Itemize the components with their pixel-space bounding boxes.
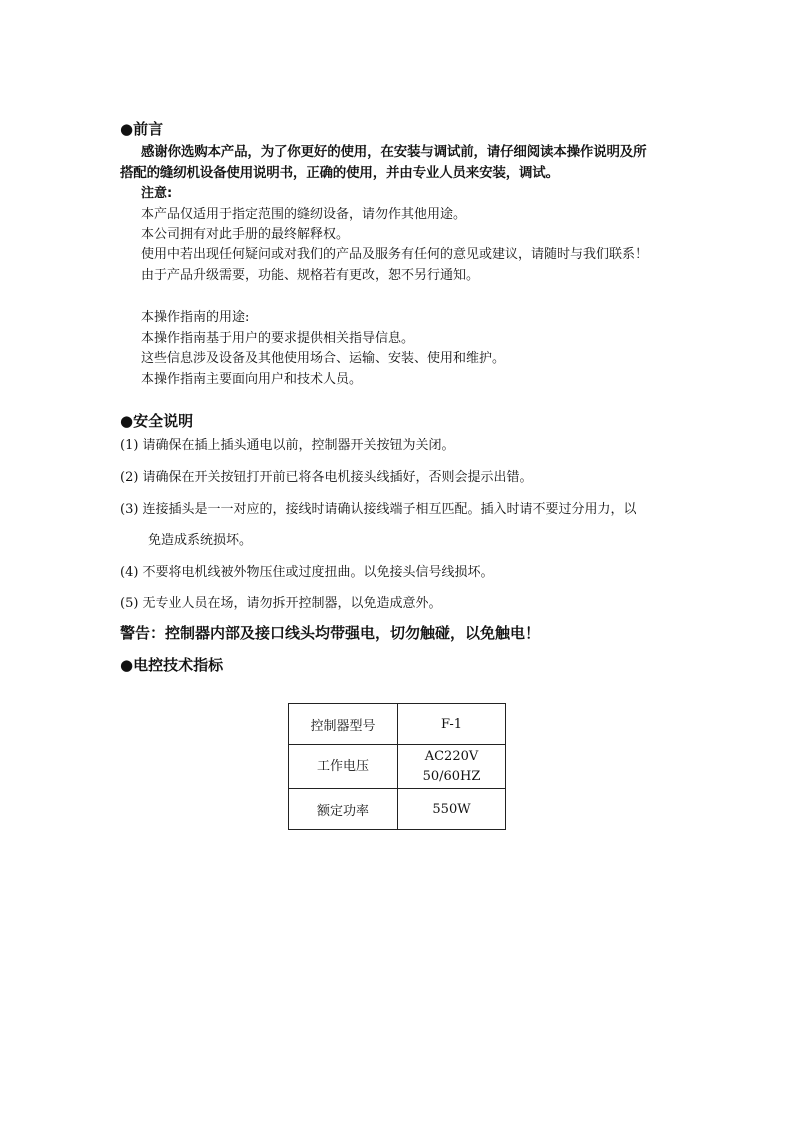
spec-value: 550W <box>398 789 506 830</box>
spec-label: 控制器型号 <box>289 704 398 745</box>
notice-item: 由于产品升级需要，功能、规格若有更改，恕不另行通知。 <box>141 268 480 283</box>
spec-label: 工作电压 <box>289 745 398 789</box>
spec-value: F-1 <box>398 704 506 745</box>
table-row <box>289 704 506 745</box>
spec-heading: ●电控技术指标 <box>120 656 224 674</box>
guide-line: 本操作指南基于用户的要求提供相关指导信息。 <box>141 331 415 346</box>
safety-item: (2) 请确保在开关按钮打开前已将各电机接头线插好，否则会提示出错。 <box>120 470 533 485</box>
safety-heading: ●安全说明 <box>120 412 194 430</box>
spec-value <box>398 745 506 789</box>
preface-heading: ●前言 <box>120 120 164 138</box>
table-row <box>289 745 506 789</box>
notice-item: 本公司拥有对此手册的最终解释权。 <box>141 227 350 242</box>
notice-label: 注意: <box>141 186 173 201</box>
preface-intro-line-2: 搭配的缝纫机设备使用说明书，正确的使用，并由专业人员来安装，调试。 <box>120 165 559 181</box>
safety-item-continued: 免造成系统损坏。 <box>148 533 253 548</box>
guide-line: 这些信息涉及设备及其他使用场合、运输、安装、使用和维护。 <box>141 351 506 366</box>
notice-item: 本产品仅适用于指定范围的缝纫设备，请勿作其他用途。 <box>141 207 467 222</box>
table-row <box>289 789 506 830</box>
preface-intro-line-1: 感谢你选购本产品，为了你更好的使用，在安装与调试前，请仔细阅读本操作说明及所 <box>141 144 647 160</box>
safety-item: (4) 不要将电机线被外物压住或过度扭曲。以免接头信号线损坏。 <box>120 565 494 580</box>
safety-item: (3) 连接插头是一一对应的，接线时请确认接线端子相互匹配。插入时请不要过分用力，以 <box>120 502 637 517</box>
safety-warning: 警告：控制器内部及接口线头均带强电，切勿触碰，以免触电！ <box>120 624 541 642</box>
spec-value-line: AC220V <box>424 748 479 764</box>
spec-table <box>288 703 506 830</box>
notice-item: 使用中若出现任何疑问或对我们的产品及服务有任何的意见或建议，请随时与我们联系！ <box>141 247 649 262</box>
spec-label: 额定功率 <box>289 789 398 830</box>
spec-value-line: 50/60HZ <box>422 768 481 784</box>
guide-title: 本操作指南的用途: <box>141 310 250 325</box>
guide-line: 本操作指南主要面向用户和技术人员。 <box>141 372 363 387</box>
safety-item: (1) 请确保在插上插头通电以前，控制器开关按钮为关闭。 <box>120 438 455 453</box>
safety-item: (5) 无专业人员在场，请勿拆开控制器，以免造成意外。 <box>120 596 442 611</box>
